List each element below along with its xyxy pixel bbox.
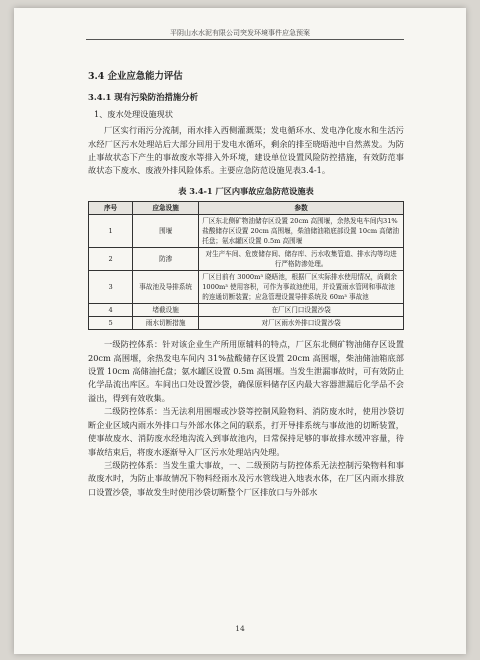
control-system-section [88,338,404,499]
body-paragraph: 一级防控体系：针对该企业生产所用原辅料的特点，厂区东北侧矿物油储存区设置 20cm 高围堰，余热发电车间内 31%盐酸储存区设置 20cm 高围堰，柴油储油箱底部设置 10cm 高储油托盘；氨水罐区设置 0.5m 高围堰。当发生泄漏事故时，可有效防止化学品流出库区。车间出口处设置沙袋，确保原料储存区内最大容器泄漏后化学品不会溢出，得到有效收集。 [88,339,404,403]
facility-name: 事故池及导排系统 [133,271,199,304]
facilities-table [88,201,404,330]
intro-paragraph: 厂区实行雨污分流制，雨水排入西侧灌溉渠；发电循环水、发电净化废水和生活污水经厂区污水处理站后大部分回用于发电水循环，剩余的排至晓晤池中自然蒸发。为防止事故状态下产生的事故废水等排入外环境，建设单位设置风险防控措施，有效防范事故状态下废水、废液外排风险体系。主要应急防范设施见表3.4-1。 [88,125,404,176]
table-row [89,215,404,248]
table-row [89,317,404,330]
body-paragraph: 三级防控体系：当发生重大事故，一、二级预防与防控体系无法控制污染物料和事故废水时，为防止事故情况下物料经雨水及污水管线进入地表水体，在厂区内雨水排放口设置沙袋，事故发生时使用沙袋切断整个厂区排放口与外部水 [88,459,404,497]
document-page [14,8,466,654]
table-header-row [89,202,404,215]
header-divider [86,39,404,40]
facility-name: 防渗 [133,248,199,271]
facility-params: 对厂区雨水外排口设置沙袋 [199,317,404,330]
row-number: 2 [89,248,133,271]
table-row [89,304,404,317]
facility-params: 对生产车间、危废储存间、储存库、污水收集管道、排水沟等均进行严格防渗处理。 [199,248,404,271]
facility-name: 雨水切断措施 [133,317,199,330]
section-heading: 3.4 企业应急能力评估 [88,71,183,82]
facility-params: 厂区东北侧矿物油储存区设置 20cm 高围堰，余热发电车间内31%盐酸储存区设置 20cm 高围堰，柴油储油箱底部设置 10cm 高储油托盘；氨水罐区设置 0.5m 高围堰 [199,215,404,248]
table-row [89,248,404,271]
table-header-cell: 序号 [89,202,133,215]
facility-name: 堵截设施 [133,304,199,317]
item-label: 1、废水处理设施现状 [94,108,173,119]
table-header-cell: 参数 [199,202,404,215]
facility-name: 围堰 [133,215,199,248]
page-number: 14 [235,624,245,633]
running-header: 平阴山水水泥有限公司突发环境事件应急预案 [170,29,310,37]
row-number: 4 [89,304,133,317]
facility-params: 在厂区门口设置沙袋 [199,304,404,317]
table-row [89,271,404,304]
row-number: 1 [89,215,133,248]
row-number: 3 [89,271,133,304]
table-title: 表 3.4-1 厂区内事故应急防范设施表 [178,185,314,196]
row-number: 5 [89,317,133,330]
body-paragraph: 二级防控体系：当无法利用围堰或沙袋等控制风险物料、消防废水时，使用沙袋切断企业区域内雨水外排口与外部水体之间的联系，打开导排系统与事故池的切断装置，使事故废水、消防废水经地沟流入到事故池内，日常保持足够的事故排水缓冲容量，待事故结束后，将废水逐渐导入厂区污水处理站内处理。 [88,406,404,457]
page-content [88,70,404,499]
subsection-heading: 3.4.1 现有污染防治措施分析 [88,92,198,103]
table-header-cell: 应急设施 [133,202,199,215]
facility-params: 厂区目前有 3000m³ 晓晤池，根据厂区实际排水使用情况，尚剩余 1000m³ 使用容积，可作为事故池使用，并设置雨水管网和事故池的连通切断装置；应急管理设置导排系统及 60m³ 事故池 [199,271,404,304]
